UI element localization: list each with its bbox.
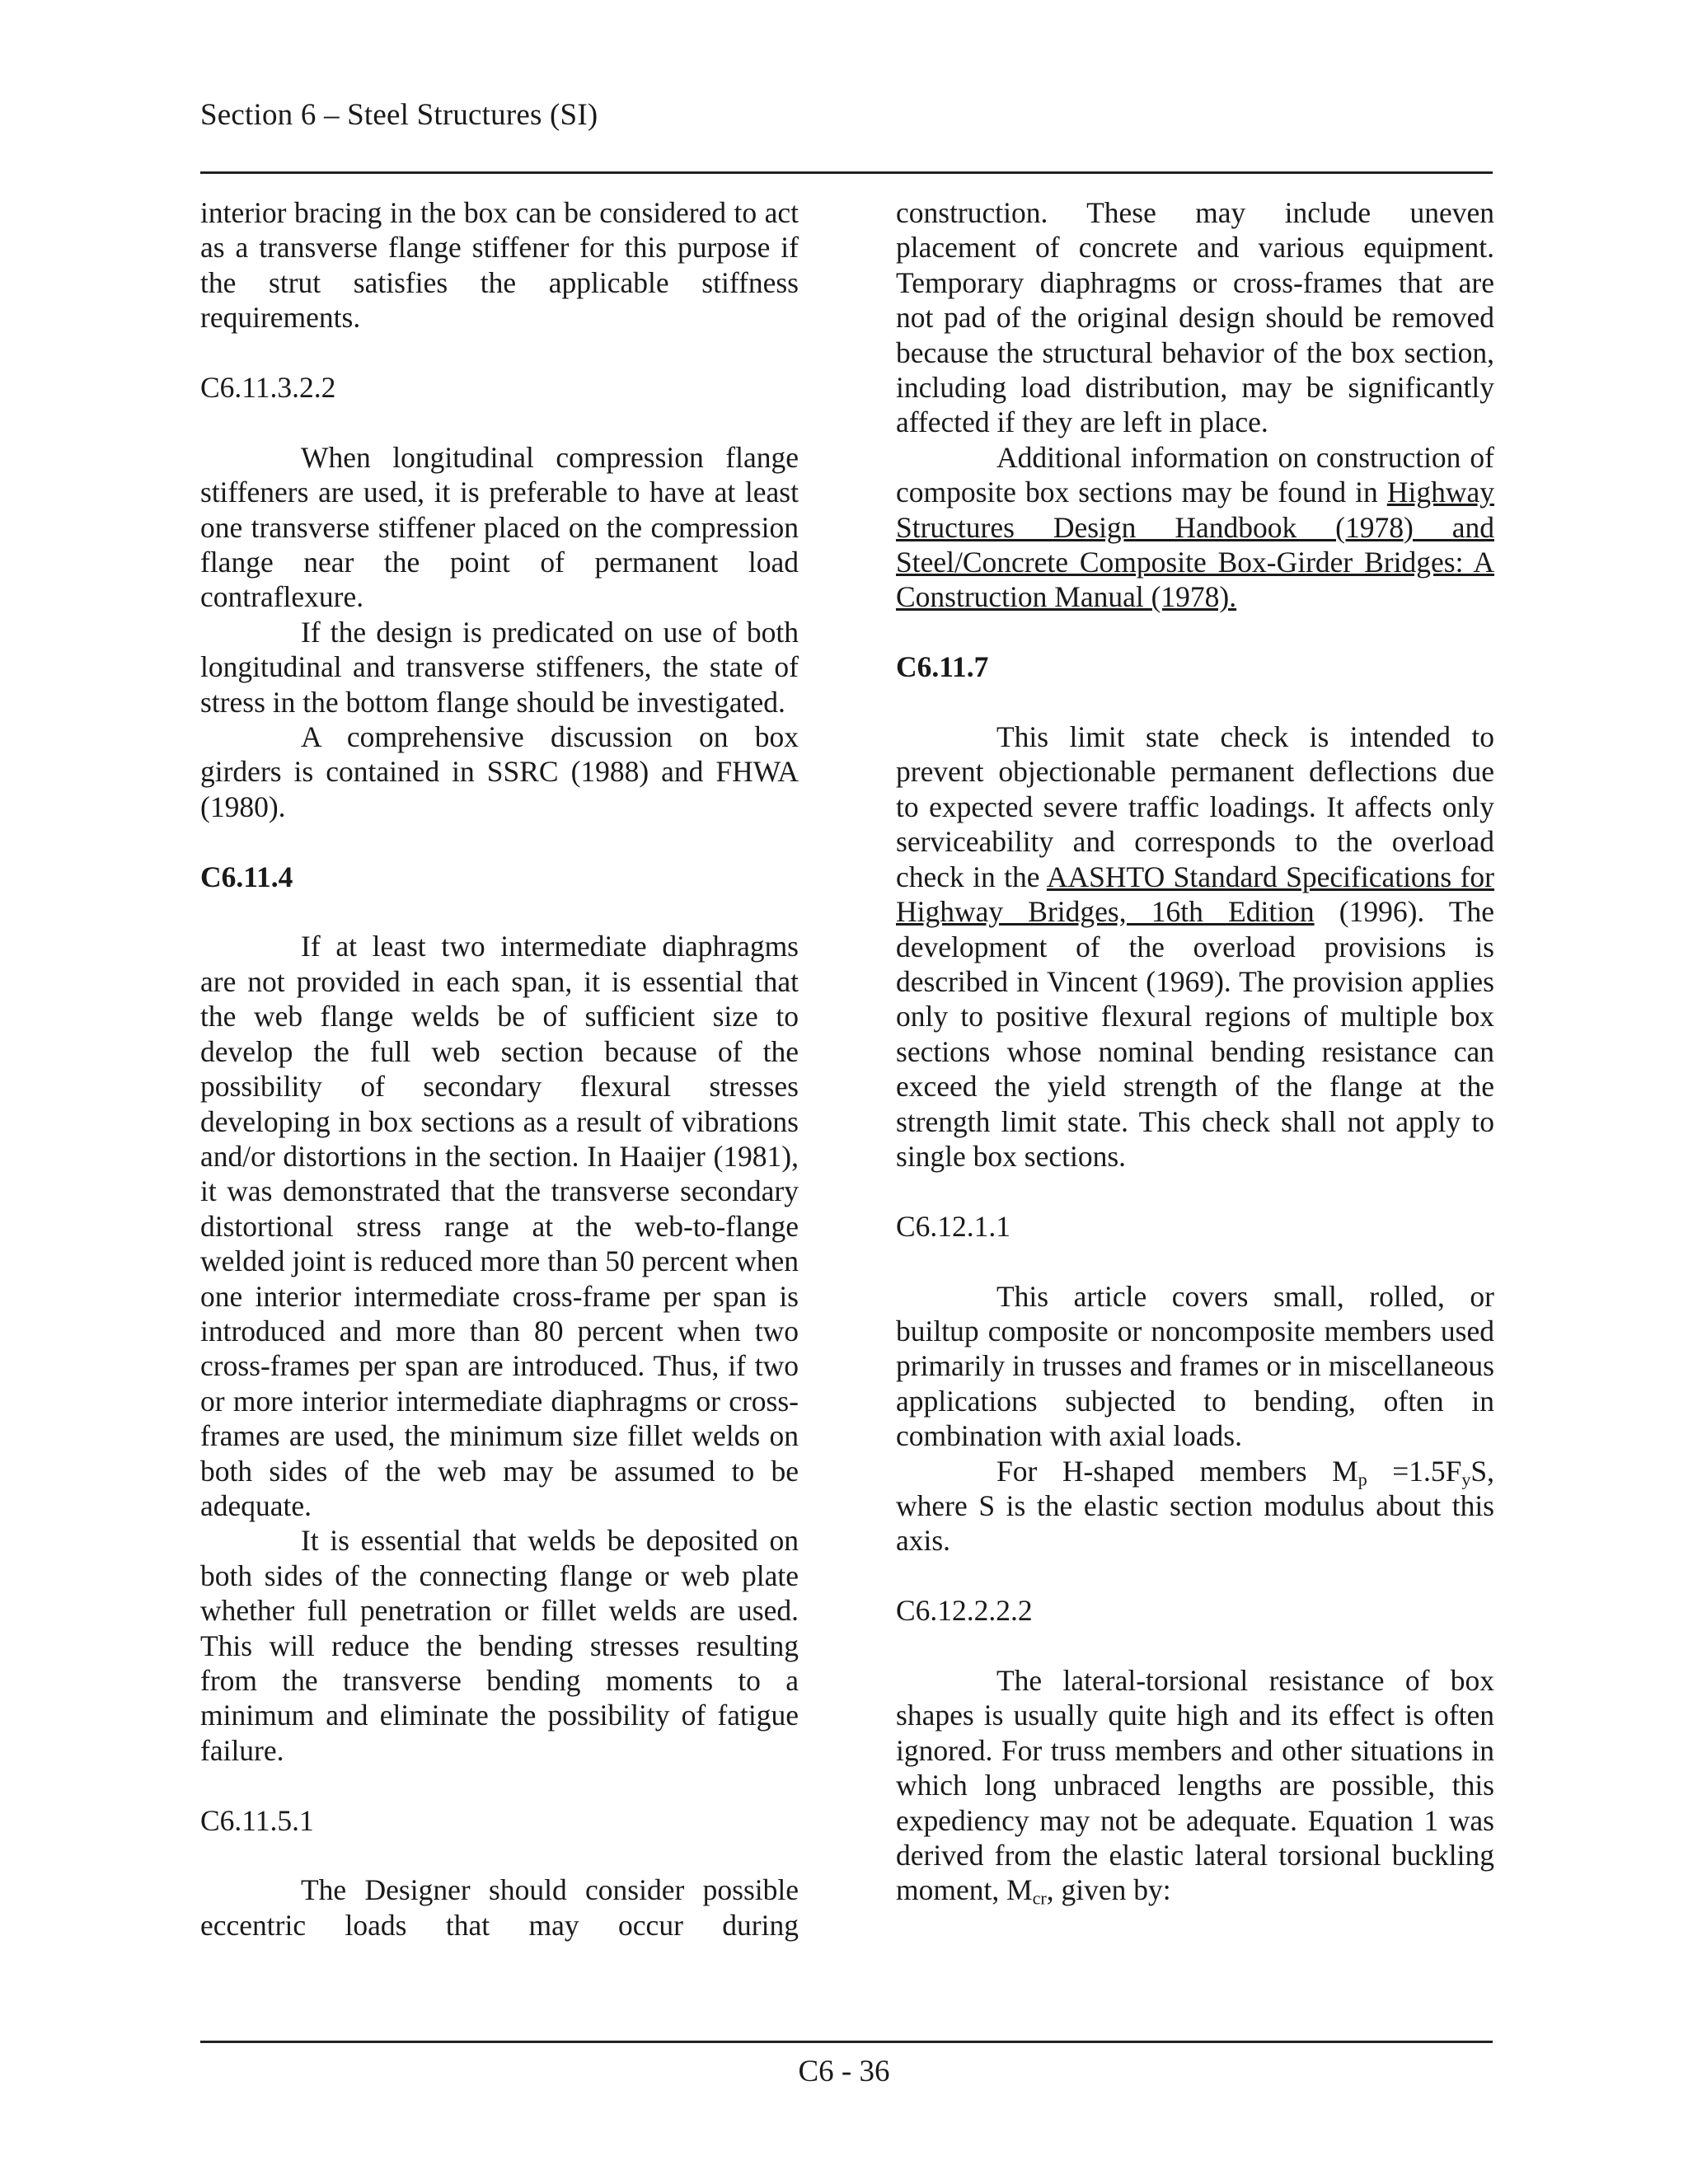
paragraph: The Designer should consider possible eccentric loads that may occur during <box>200 1873 799 1942</box>
header-rule <box>200 171 1493 174</box>
paragraph-text: (1996). The development of the overload provisions is described in Vincent (1969). The provision applies only to positive flexural regions of multiple box sections whose nominal bending resistance can exceed the yield strength of the flange at the strength limit state. This check shall not apply to single box sections. <box>896 895 1494 1173</box>
subscript: p <box>1357 1469 1367 1490</box>
paragraph <box>896 1663 1494 1908</box>
section-heading: C6.11.4 <box>200 860 293 893</box>
paragraph-text: This limit state check is intended to prevent objectionable permanent deflections due to expected severe traffic loadings. It affects only serviceability and corresponds to the overload check in the <box>896 720 1494 893</box>
subscript: y <box>1461 1469 1471 1490</box>
left-column <box>200 195 799 1943</box>
paragraph-text: S, where S is the elastic section modulus about this axis. <box>896 1454 1494 1558</box>
paragraph-text: Additional information on construction of composite box sections may be found in <box>896 440 1494 509</box>
paragraph: A comprehensive discussion on box girders is contained in SSRC (1988) and FHWA (1980). <box>200 720 799 823</box>
paragraph: If at least two intermediate diaphragms are not provided in each span, it is essential that the web flange welds be of sufficient size to develop the full web section because of the possibility of secondary flexural stresses developing in box sections as a result of vibrations and/or distortions in the section. In Haaijer (1981), it was demonstrated that the transverse secondary distortional stress range at the web-to-flange welded joint is reduced more than 50 percent when one interior intermediate cross-frame per span is introduced and more than 80 percent when two cross-frames per span are introduced. Thus, if two or more interior intermediate diaphragms or cross-frames are used, the minimum size fillet welds on both sides of the web may be assumed to be adequate. <box>200 930 799 1522</box>
paragraph: If the design is predicated on use of both longitudinal and transverse stiffeners, the state of stress in the bottom flange should be investigated. <box>200 615 799 719</box>
paragraph-text: , given by: <box>1046 1873 1171 1907</box>
page-header: Section 6 – Steel Structures (SI) <box>200 98 598 132</box>
section-heading: C6.12.1.1 <box>896 1209 1011 1243</box>
reference-title: Highway Structures Design Handbook (1978) and Steel/Concrete Composite Box-Girder Bridges: A Construction Manual (1978). <box>896 476 1494 614</box>
right-column <box>896 195 1494 1908</box>
section-heading: C6.11.5.1 <box>200 1803 314 1837</box>
section-heading: C6.12.2.2.2 <box>896 1594 1033 1628</box>
section-heading: C6.11.7 <box>896 650 989 684</box>
paragraph <box>896 719 1494 1174</box>
paragraph: When longitudinal compression flange stiffeners are used, it is preferable to have at least one transverse stiffener placed on the compression flange near the point of permanent load contraflexure. <box>200 440 799 614</box>
paragraph: interior bracing in the box can be considered to act as a transverse flange stiffener for this purpose if the strut satisfies the applicable stiffness requirements. <box>200 196 799 335</box>
paragraph: This article covers small, rolled, or builtup composite or noncomposite members used primarily in trusses and frames or in miscellaneous applications subjected to bending, often in combination with axial loads. <box>896 1279 1494 1453</box>
paragraph <box>896 440 1494 615</box>
paragraph-text: =1.5F <box>1367 1454 1462 1488</box>
subscript: cr <box>1032 1887 1047 1909</box>
section-heading: C6.11.3.2.2 <box>200 371 336 405</box>
reference-title: AASHTO Standard Specifications for Highway Bridges, 16th Edition <box>896 860 1495 929</box>
paragraph: construction. These may include uneven placement of concrete and various equipment. Temporary diaphragms or cross-frames that are not pad of the original design should be removed because the structural behavior of the box section, including load distribution, may be significantly affected if they are left in place. <box>896 196 1494 439</box>
paragraph: It is essential that welds be deposited on both sides of the connecting flange or web plate whether full penetration or fillet welds are used. This will reduce the bending stresses resulting from the transverse bending moments to a minimum and eliminate the possibility of fatigue failure. <box>200 1524 799 1767</box>
paragraph-text: The lateral-torsional resistance of box shapes is usually quite high and its effect is often ignored. For truss members and other situations in which long unbraced lengths are possible, this expediency may not be adequate. Equation 1 was derived from the elastic lateral torsional buckling moment, M <box>896 1663 1494 1907</box>
paragraph <box>896 1454 1494 1558</box>
page-number: C6 - 36 <box>798 2055 890 2088</box>
paragraph-text: For H-shaped members M <box>996 1454 1358 1488</box>
footer-rule <box>200 2041 1493 2043</box>
